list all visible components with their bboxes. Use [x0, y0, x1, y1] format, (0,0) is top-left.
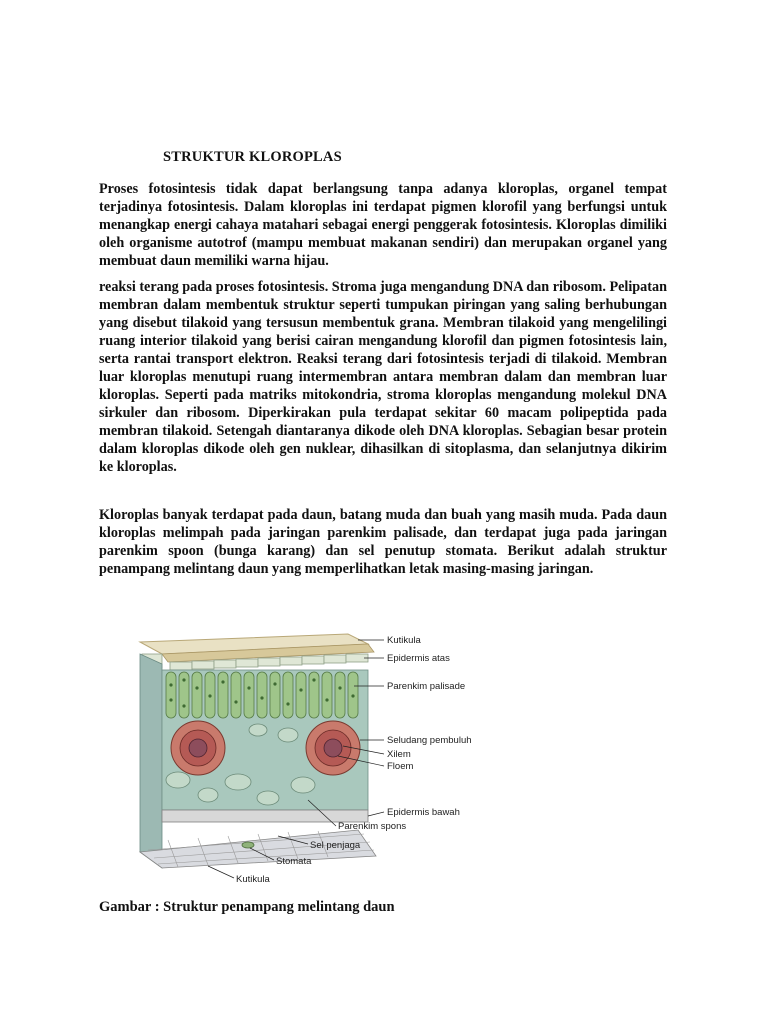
- label-kutikula-bottom: Kutikula: [236, 874, 270, 885]
- label-sel-penjaga: Sel penjaga: [310, 840, 361, 851]
- label-xilem: Xilem: [387, 749, 411, 760]
- label-parenkim-palisade: Parenkim palisade: [387, 681, 466, 692]
- label-stomata: Stomata: [276, 856, 312, 867]
- label-floem: Floem: [387, 761, 414, 772]
- label-seludang: Seludang pembuluh: [387, 735, 472, 746]
- label-kutikula-top: Kutikula: [387, 635, 421, 646]
- paragraph-distribution: Kloroplas banyak terdapat pada daun, batang muda dan buah yang masih muda. Pada daun kloroplas melimpah pada jaringan parenkim palisade, dan terdapat juga pada jaringan parenkim spoon (bunga karang) dan sel penutup stomata. Berikut adalah struktur penampang melintang daun yang memperlihatkan letak masing-masing jaringan.: [99, 507, 667, 577]
- page-title: STRUKTUR KLOROPLAS: [163, 149, 342, 165]
- figure-caption: Gambar : Struktur penampang melintang daun: [99, 899, 395, 915]
- label-parenkim-spons: Parenkim spons: [338, 821, 407, 832]
- paragraph-intro: Proses fotosintesis tidak dapat berlangsung tanpa adanya kloroplas, organel tempat terjadinya fotosintesis. Dalam kloroplas ini terdapat pigmen klorofil yang berfungsi untuk menangkap energi cahaya matahari sebagai energi penggerak fotosintesis. Kloroplas dimiliki oleh organisme autotrof (mampu membuat makanan sendiri) dan merupakan organel yang membuat daun memiliki warna hijau.: [99, 181, 667, 269]
- label-epidermis-atas: Epidermis atas: [387, 653, 450, 664]
- label-epidermis-bawah: Epidermis bawah: [387, 807, 460, 818]
- leaf-cross-section-figure: [138, 630, 478, 890]
- paragraph-stroma: reaksi terang pada proses fotosintesis. Stroma juga mengandung DNA dan ribosom. Pelipatan membran dalam membentuk struktur seperti tumpukan piringan yang saling berhubungan yang disebut tilakoid yang tersusun membentuk grana. Membran tilakoid yang mengelilingi ruang interior tilakoid yang berisi cairan mengandung klorofil dan pigmen fotosintesis lain, serta rantai transport elektron. Reaksi terang dari fotosintesis terjadi di tilakoid. Membran luar kloroplas menutupi ruang intermembran antara membran dalam dan membran luar kloroplas. Seperti pada matriks mitokondria, stroma kloroplas mengandung molekul DNA sirkuler dan ribosom. Diperkirakan pula terdapat sekitar 60 macam polipeptida pada membran tilakoid. Setengah diantaranya dikode oleh DNA kloroplas. Sebagian besar protein dalam kloroplas dikode oleh gen nuklear, dihasilkan di sitoplasma, dan selanjutnya dikirim ke kloroplas.: [99, 279, 667, 475]
